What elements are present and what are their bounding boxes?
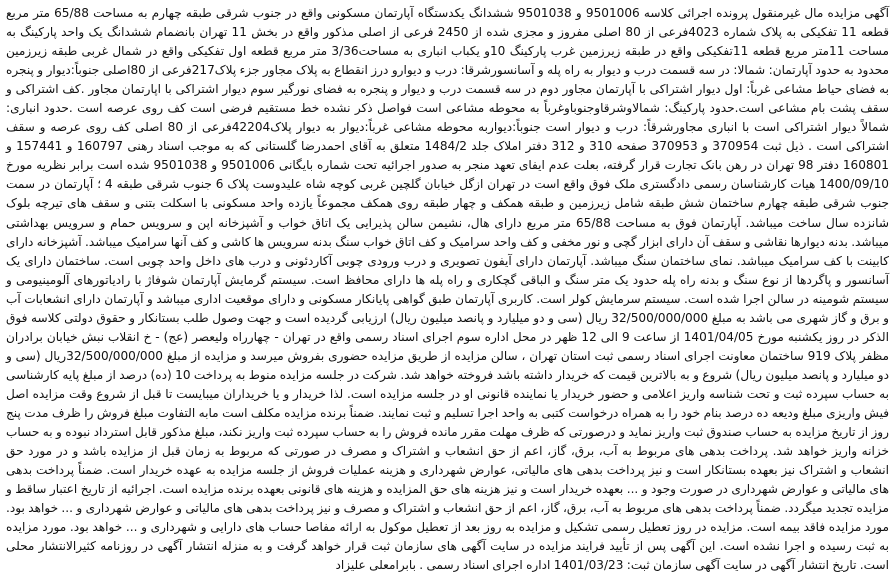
notice-body-text: آگهی مزایده مال غیرمنقول پرونده اجرائی کلاسه 9501006 و 9501038 ششدانگ یکدستگاه آپارتمان مسکونی واقع در جنوب شرقی طبقه چهارم به مساحت 65/88 متر مربع قطعه 11 تفکیکی به پلاک شماره 4023فرعی از 80 اصلی مفروز و مجزی شده از 2450 فرعی از اصلی مذکور واقع در بخش 11 تهران بانضمام ششدانگ یک واحد پارکینگ به مساحت 11متر مربع قطعه 11تفکیکی واقع در طبقه زیرزمین غرب پارکینگ 10و یکباب انباری به مساحت3/36 متر مربع قطعه اول تفکیکی واقع در شمال غربی طبقه زیرزمین محدود به حدود آپارتمان: شمالا: در سه قسمت درب و دیوار به راه پله و آسانسورشرقا: درب و دیوارو درز انقطاع به پلاک مجاور جزء پلاک217فرعی از 80اصلی جنوباً:دیوار و پنجره به فضای حیاط مشاعی غرباً: اول دیوار اشتراکی با آپارتمان مجاور دوم در سه قسمت درب و دیوار و پنجره به فضای نورگیر سوم دیوار اشتراکی با اپارتمان مجاور .کف اشتراکی و سقف پشت بام مشاعی است.حدود پارکینگ: شمالاوشرقاوجنوباوغرباً به محوطه مشاعی است فواصل ذکر نشده خط مستقیم فرضی است کف روی عرصه است .حدود انباری: شمالاً دیوار اشتراکی است با انباری مجاورشرقاً: درب و دیوار است جنوباً:دیواربه محوطه مشاعی غرباً:دیوار به دیوار پلاک42204فرعی از 80 اصلی کف روی عرصه و سقف اشتراکی است . ذیل ثبت 370954 و 370953 صفحه 310 و 312 دفتر املاک جلد 1484/2 متعلق به آقای احمدرضا گلستانی که به موجب اسناد رهنی 160797 و 157441 و 160801 دفتر 98 تهران در رهن بانک تجارت قرار گرفته، بعلت عدم ایفای تعهد منجر به صدور اجرائیه تحت شماره بایگانی 9501006 و 9501038 شده است برابر نظریه مورخ 1400/09/10 هیات کارشناسان رسمی دادگستری ملک فوق واقع است در تهران ازگل خیابان گلچین غربی کوچه شاه علیدوست پلاک 6 جنوب شرقی طبقه 4 ؛ آپارتمان در سمت جنوب شرقی طبقه چهارم ساختمان شش طبقه شامل زیرزمین و طبقه همکف و چهار طبقه روی همکف مجموعاً یازده واحد مسکونی با اسکلت بتنی و سقف های تیرچه بلوک شانزده سال ساخت میباشد. آپارتمان فوق به مساحت 65/88 متر مربع دارای هال، نشیمن سالن پذیرایی یک اتاق خواب و آشپزخانه اپن و سرویس حمام و سرویس بهداشتی میباشد. بدنه دیوارها نقاشی و سقف آن دارای ابزار گچی و نور مخفی و کف واحد سرامیک و کف اتاق خواب سنگ بدنه سرویس ها کاشی و کف آنها سرامیک میباشد. آشپزخانه دارای کابینت با کف سرامیک میباشد. نمای ساختمان سنگ میباشد. آپارتمان دارای آیفون تصویری و درب ورودی چوبی آکاردئونی و درب های داخل واحد چوبی است. ساختمان دارای یک آسانسور و پاگردها از نوع سنگ و بدنه راه پله حدود یک متر سنگ و الباقی گچکاری و راه پله ها دارای محافظ است. سیستم گرمایش آپارتمان شوفاژ با رادیاتورهای آلومینیومی و سیستم شومینه در سالن اجرا شده است. سیستم سرمایش کولر است. کاربری آپارتمان طبق گواهی پایانکار مسکونی و دارای موقعیت اداری میباشد و آپارتمان دارای انشعابات آب و برق و گاز شهری می باشد به مبلغ 32/500/000/000 ریال (سی و دو میلیارد و پانصد میلیون ریال) ارزیابی گردیده است و جهت وصول طلب بستانکار و حقوق دولتی کلاسه فوق الذکر در روز یکشنبه مورخ 1401/04/05 از ساعت 9 الی 12 ظهر در محل اداره سوم اجرای اسناد رسمی واقع در تهران - چهارراه ولیعصر (عج) - خ انقلاب نبش خیابان برادران مظفر پلاک 919 ساختمان معاونت اجرای اسناد رسمی ثبت استان تهران ، سالن مزایده از طریق مزایده حضوری بفروش میرسد و مزایده از مبلغ 32/500/000/000ریال (سی و دو میلیارد و پانصد میلیون ریال) شروع و به بالاترین قیمت که خریدار داشته باشد فروخته خواهد شد. شرکت در جلسه مزایده منوط به پرداخت 10 (ده) درصد از مبلغ پایه کارشناسی به حساب سپرده ثبت و تحت شناسه واریز اعلامی و حضور خریدار یا نماینده قانونی او در جلسه مزایده است. لذا خریدار و یا خریداران میبایست تا قبل از شروع وقت مزایده اصل فیش واریزی مبلغ ودیعه ده درصد بنام خود را به همراه درخواست کتبی به واحد اجرا تسلیم و ثبت نمایند. ضمناً برنده مزایده مکلف است مابه التفاوت مبلغ فروش را ظرف مدت پنج روز از تاریخ مزایده به حساب صندوق ثبت واریز نماید و درصورتی که ظرف مهلت مقرر مانده فروش را به حساب سپرده ثبت واریز نکند، مبلغ مذکور قابل استرداد نبوده و به حساب خزانه واریز خواهد شد. پرداخت بدهی های مربوط به آب، برق، گاز، اعم از حق انشعاب و اشتراک و مصرف در صورتی که مربوط به زمان قبل از مزایده باشد و در مورد حق انشعاب و اشتراک نیز بعهده بستانکار است و نیز پرداخت بدهی های مالیاتی، عوارض شهرداری و هزینه عملیات فروش از جلسه مزایده به عهده خریدار است. ضمناً پرداخت بدهی های مالیاتی و عوارض شهرداری در صورت وجود و ... بعهده خریدار است و نیز هزینه های حق المزایده و هزینه های قانونی بعهده برنده مزایده است. اجرائیه از تاریخ اعتبار ساقط و مزایده تجدید میگردد. ضمناً پرداخت بدهی های مربوط به آب، برق، گاز، اعم از حق انشعاب و اشتراک و مصرف و نیز پرداخت بدهی های مالیاتی و عوارض شهرداری و ... خواهد بود. مورد مزایده فاقد بیمه است. مزایده در روز تعطیل رسمی تشکیل و مزایده به روز بعد از تعطیل موکول به ارائه مفاصا حساب های دارایی و شهرداری و ... خواهد بود. مورد مزایده به ثبت رسیده و اجرا نشده است. این آگهی پس از تأیید فرایند مزایده در سایت آگهی های سازمان ثبت قرار خواهد گرفت و به منزله انتشار آگهی در روزنامه کثیرالانتشار محلی است. تاریخ انتشار آگهی در سایت آگهی سازمان ثبت: 1401/03/23 اداره اجرای اسناد رسمی . بابرامعلی علیزاد <box>6 6 890 573</box>
